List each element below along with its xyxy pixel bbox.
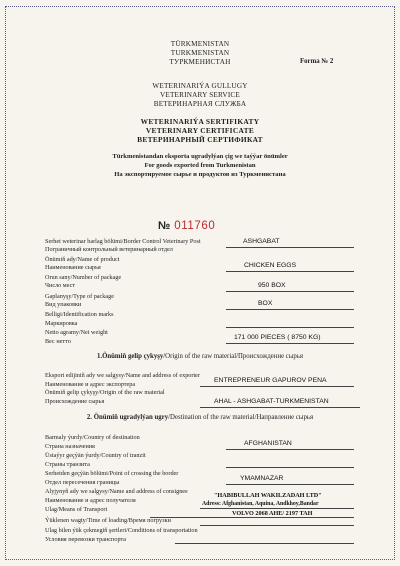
section-destination-number: 2. — [86, 414, 93, 421]
transit-label: Üstaýyr geçýän ýurdy/Country of tranzit — [45, 452, 146, 459]
destination-value: AFGHANISTAN — [244, 440, 292, 447]
border-post-label: Serhet weterinar barlag bölümi/Border Control Veterinary Post — [45, 238, 201, 245]
conditions-label: Ulag bilen ýük çekmegiň şertleri/Conditions of transportation — [45, 527, 198, 534]
destination-label: Barmaly ýurdy/Country of destination — [45, 434, 140, 441]
conditions-line — [175, 543, 354, 544]
destination-label-ru: Страна назначения — [45, 443, 95, 450]
loading-line — [200, 525, 354, 526]
crossing-line — [226, 484, 354, 485]
section-origin-rest: /Origin of the raw material/Происхождение сырья — [163, 353, 304, 360]
package-type-value: BOX — [258, 300, 273, 307]
packages-line — [226, 291, 354, 292]
product-value: CHICKEN EGGS — [244, 262, 297, 269]
packages-value: 950 BOX — [258, 282, 286, 289]
transport-value: VOLVO 2068 AHE/ 2197 TAH — [232, 510, 313, 517]
packages-label: Orun sany/Number of package — [45, 274, 122, 281]
consignee-address: Adress: Afghanistan, Aquina, Andkhoy,Bandar — [202, 501, 319, 507]
origin-label-ru: Происхождение сырья — [45, 398, 105, 405]
cert-title-ru: ВЕТЕРИНАРНЫЙ СЕРТИФИКАТ — [137, 135, 263, 144]
service-en: VETERINARY SERVICE — [159, 91, 241, 99]
section-destination-heading — [0, 414, 400, 421]
transport-label: Ulag/Means of Transport — [45, 506, 108, 513]
section-destination-rest: /Destination of the raw material/Направление сырья — [168, 414, 314, 421]
crossing-label: Serhetden geçýän bölümi/Point of crossing the border — [45, 470, 179, 477]
package-type-label-ru: Вид упаковки — [45, 301, 82, 308]
product-label-ru: Наименование сырья — [45, 264, 101, 271]
loading-label: Ýüklenen wagty/Time of loading/Время погрузки — [45, 517, 171, 524]
consignee-line — [200, 508, 354, 509]
product-label: Önümiň ady/Name of product — [45, 256, 120, 263]
section-destination-bold: Önümiň ugradylýan ugry — [93, 414, 169, 421]
section-origin-heading — [0, 353, 400, 360]
country-en: TURKMENISTAN — [170, 49, 230, 57]
transit-line — [226, 467, 354, 468]
exporter-label-ru: Наименование и адрес экспортера — [45, 381, 136, 388]
origin-value: AHAL - ASHGABAT-TURKMENISTAN — [214, 398, 329, 405]
cert-title-tm: WETERINARIÝA SERTIFIKATY — [140, 117, 260, 126]
country-ru: ТУРКМЕНИСТАН — [169, 58, 231, 66]
package-type-line — [226, 309, 354, 310]
subtitle-ru: На экспортируемое сырье и продуктов из Туркменистана — [114, 171, 286, 178]
exporter-label: Eksport edijiniň ady we salgysy/Name and address of exporter — [45, 372, 200, 379]
conditions-label-ru: Условия перевозки транспорта — [45, 536, 126, 543]
certificate-number — [158, 216, 215, 234]
border-post-value: ASHGABAT — [243, 238, 280, 245]
origin-line — [200, 407, 360, 408]
exporter-line — [200, 386, 354, 387]
section-origin-number: 1. — [96, 353, 103, 360]
service-tm: WETERINARIÝA GULLUGY — [152, 82, 248, 90]
weight-value: 171 000 PIECES ( 8750 KG) — [234, 334, 321, 341]
origin-label: Önümiň gelip çykyşy/Origin of the raw material — [45, 389, 165, 396]
country-tm: TÜRKMENISTAN — [170, 40, 230, 48]
number-value: 011760 — [174, 220, 216, 232]
weight-label-ru: Вес нетто — [45, 338, 71, 345]
subtitle-en: For goods exported from Turkmenistan — [144, 162, 256, 169]
package-type-label: Gaplanyşy/Type of package — [45, 293, 114, 300]
marks-line — [226, 327, 354, 328]
form-number: Forma № 2 — [300, 58, 334, 65]
section-origin-bold: Önümiň gelip çykyşy — [102, 353, 164, 360]
weight-line — [226, 343, 354, 344]
marks-label: Belligi/Identification marks — [45, 311, 114, 318]
product-line — [226, 271, 354, 272]
border-post-label-ru: Пограничный контрольный ветеринарный отдел — [45, 246, 173, 253]
destination-line — [226, 449, 354, 450]
packages-label-ru: Число мест — [45, 282, 76, 289]
crossing-label-ru: Отдел пересечения границы — [45, 479, 120, 486]
transport-line — [150, 517, 354, 518]
number-sign: № — [158, 220, 171, 232]
consignee-name: "HABIBULLAH WAKILZADAH LTD" — [214, 492, 322, 499]
subtitle-tm: Türkmenistandan eksporta ugradylýan çig we taýýar önümler — [112, 153, 288, 160]
exporter-value: ENTREPRENEUR GAPUROV PENA — [214, 377, 327, 384]
cert-title-en: VETERINARY CERTIFICATE — [145, 126, 255, 135]
crossing-value: YMAMNAZAR — [240, 475, 284, 482]
consignee-label-ru: Наименование и адрес получателя — [45, 497, 136, 504]
border-post-line — [226, 247, 354, 248]
consignee-label: Alyjynyň ady we salgysy/Name and address of consignee — [45, 488, 188, 495]
service-ru: ВЕТЕРИНАРНАЯ СЛУЖБА — [153, 100, 247, 108]
transit-label-ru: Страны транзита — [45, 461, 90, 468]
marks-label-ru: Маркировка — [45, 320, 78, 327]
weight-label: Netto agramy/Net weight — [45, 329, 108, 336]
